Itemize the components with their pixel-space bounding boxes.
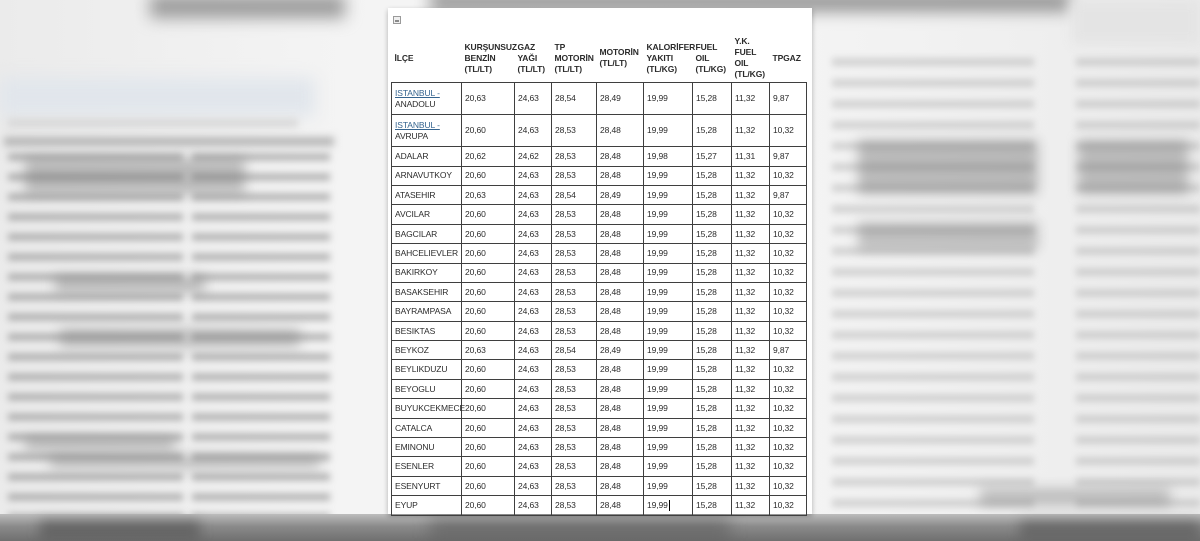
blurred-left-heading-line: [4, 137, 334, 146]
price-cell: 15,28: [693, 321, 732, 340]
price-cell: 24,63: [515, 83, 552, 115]
price-cell: 19,99: [644, 321, 693, 340]
price-cell: 28,53: [552, 418, 597, 437]
price-cell: 28,53: [552, 302, 597, 321]
district-cell: BEYKOZ: [392, 341, 462, 360]
price-cell: 19,99: [644, 360, 693, 379]
price-cell: 19,99: [644, 263, 693, 282]
price-cell: 19,98: [644, 147, 693, 166]
price-cell: 10,32: [770, 457, 807, 476]
table-row: [392, 282, 807, 301]
price-cell: 10,32: [770, 438, 807, 457]
price-cell: 24,63: [515, 166, 552, 185]
price-cell: 28,53: [552, 205, 597, 224]
price-cell: 28,53: [552, 399, 597, 418]
district-cell: ARNAVUTKOY: [392, 166, 462, 185]
price-cell: 28,48: [597, 379, 644, 398]
price-cell: 24,63: [515, 185, 552, 204]
table-row: [392, 457, 807, 476]
price-cell: 15,28: [693, 185, 732, 204]
blurred-right-paragraph-2: [1078, 140, 1188, 194]
price-cell: 11,32: [732, 341, 770, 360]
price-cell: 19,99: [644, 115, 693, 147]
price-cell: 24,63: [515, 399, 552, 418]
price-cell: 10,32: [770, 115, 807, 147]
price-cell: 11,32: [732, 282, 770, 301]
blurred-top-left-strip: [150, 0, 345, 18]
table-row: [392, 399, 807, 418]
price-cell: 15,28: [693, 282, 732, 301]
price-cell: 11,32: [732, 302, 770, 321]
price-cell: 11,32: [732, 166, 770, 185]
price-cell: 20,62: [462, 147, 515, 166]
price-cell: 28,49: [597, 341, 644, 360]
price-cell: 11,32: [732, 205, 770, 224]
text-cursor: [669, 500, 670, 511]
district-cell: [392, 115, 462, 147]
table-row: [392, 379, 807, 398]
price-cell: 15,28: [693, 360, 732, 379]
district-cell: BASAKSEHIR: [392, 282, 462, 301]
price-cell: 15,28: [693, 438, 732, 457]
price-cell: 28,48: [597, 302, 644, 321]
price-cell: 28,54: [552, 341, 597, 360]
price-cell: 9,87: [770, 147, 807, 166]
price-cell: 9,87: [770, 341, 807, 360]
table-row: [392, 83, 807, 115]
price-cell: 20,60: [462, 205, 515, 224]
district-cell: ESENLER: [392, 457, 462, 476]
district-cell: BUYUKCEKMECE: [392, 399, 462, 418]
price-cell: 20,60: [462, 321, 515, 340]
blurred-right-paragraph-4: [980, 488, 1170, 506]
price-cell: 20,60: [462, 282, 515, 301]
price-cell: 28,53: [552, 166, 597, 185]
price-cell: 24,63: [515, 418, 552, 437]
price-cell: 19,99: [644, 185, 693, 204]
price-cell: 24,63: [515, 438, 552, 457]
price-cell: 10,32: [770, 418, 807, 437]
blurred-left-paragraph-1: [25, 158, 245, 194]
price-cell: 28,48: [597, 205, 644, 224]
price-cell: 19,99: [644, 166, 693, 185]
price-cell: 20,60: [462, 399, 515, 418]
price-cell: 28,53: [552, 282, 597, 301]
price-cell: 15,28: [693, 418, 732, 437]
price-cell: 20,63: [462, 83, 515, 115]
price-cell: 20,60: [462, 418, 515, 437]
price-cell: 28,54: [552, 185, 597, 204]
district-cell: BAGCILAR: [392, 224, 462, 243]
price-cell: 11,32: [732, 224, 770, 243]
price-cell: 10,32: [770, 166, 807, 185]
price-cell: 28,53: [552, 360, 597, 379]
price-cell: 28,48: [597, 476, 644, 495]
price-cell: 20,60: [462, 379, 515, 398]
price-cell: 28,48: [597, 282, 644, 301]
price-cell: 28,48: [597, 360, 644, 379]
price-cell: 11,32: [732, 263, 770, 282]
price-cell: 19,99: [644, 457, 693, 476]
price-cell: 28,48: [597, 496, 644, 515]
price-cell: 20,63: [462, 185, 515, 204]
blurred-left-line: [8, 119, 298, 127]
table-row: [392, 263, 807, 282]
blurred-left-paragraph-2: [55, 276, 205, 292]
price-cell: 11,32: [732, 83, 770, 115]
price-cell: 11,32: [732, 321, 770, 340]
price-cell: 24,63: [515, 244, 552, 263]
district-link[interactable]: ISTANBUL -: [395, 88, 440, 99]
price-cell: 28,48: [597, 321, 644, 340]
price-cell: 20,60: [462, 244, 515, 263]
price-cell: 19,99: [644, 341, 693, 360]
price-cell: 11,32: [732, 438, 770, 457]
price-cell: 15,28: [693, 476, 732, 495]
table-row: [392, 360, 807, 379]
price-cell: 19,99: [644, 418, 693, 437]
table-row: [392, 147, 807, 166]
price-cell: 20,60: [462, 476, 515, 495]
price-cell: 28,48: [597, 147, 644, 166]
price-cell: 19,99: [644, 399, 693, 418]
price-cell: 11,32: [732, 379, 770, 398]
price-cell: 19,99: [644, 205, 693, 224]
price-cell: 20,60: [462, 224, 515, 243]
price-cell: 11,32: [732, 399, 770, 418]
price-cell: 19,99: [644, 224, 693, 243]
price-cell: 28,48: [597, 418, 644, 437]
price-cell: 28,48: [597, 438, 644, 457]
price-cell: 11,32: [732, 496, 770, 515]
price-cell: 24,63: [515, 205, 552, 224]
district-cell: BEYLIKDUZU: [392, 360, 462, 379]
price-cell: 24,63: [515, 457, 552, 476]
price-cell: 15,28: [693, 496, 732, 515]
column-header: GAZ YAĞI (TL/LT): [517, 41, 545, 74]
blurred-bottom-bar: [0, 514, 1200, 541]
price-cell: 28,53: [552, 263, 597, 282]
price-cell: 15,28: [693, 83, 732, 115]
price-cell: 10,32: [770, 244, 807, 263]
price-cell: 11,32: [732, 360, 770, 379]
price-cell: 28,48: [597, 166, 644, 185]
table-row: [392, 244, 807, 263]
price-cell: 11,32: [732, 457, 770, 476]
district-cell: CATALCA: [392, 418, 462, 437]
price-cell: 10,32: [770, 496, 807, 515]
price-cell: 19,99: [644, 282, 693, 301]
price-cell: 28,53: [552, 379, 597, 398]
blurred-left-paragraph-3: [60, 328, 300, 348]
price-cell: 15,28: [693, 244, 732, 263]
price-cell: 11,32: [732, 476, 770, 495]
column-header: KALORİFER YAKITI (TL/KG): [646, 41, 696, 74]
district-link[interactable]: ISTANBUL -: [395, 120, 440, 131]
document-panel: [388, 8, 812, 514]
price-cell: 15,28: [693, 166, 732, 185]
price-cell: 11,32: [732, 185, 770, 204]
table-row: [392, 205, 807, 224]
price-cell: 20,60: [462, 263, 515, 282]
district-cell: ADALAR: [392, 147, 462, 166]
price-cell: 28,49: [597, 83, 644, 115]
price-cell: 28,53: [552, 244, 597, 263]
price-cell: 24,63: [515, 496, 552, 515]
price-cell: 24,63: [515, 379, 552, 398]
price-cell: 24,63: [515, 321, 552, 340]
table-move-handle-icon[interactable]: [393, 16, 401, 24]
price-cell: 20,60: [462, 496, 515, 515]
column-header: MOTORİN (TL/LT): [599, 47, 639, 69]
price-cell: 19,99: [644, 83, 693, 115]
district-cell: EMINONU: [392, 438, 462, 457]
price-cell: 28,53: [552, 321, 597, 340]
price-cell: 10,32: [770, 302, 807, 321]
price-cell: 10,32: [770, 360, 807, 379]
price-cell: 11,32: [732, 115, 770, 147]
price-cell: 10,32: [770, 282, 807, 301]
district-cell: AVCILAR: [392, 205, 462, 224]
district-name: AVRUPA: [395, 130, 429, 141]
price-cell: 19,99: [644, 476, 693, 495]
header-row: [392, 35, 807, 83]
table-row: [392, 476, 807, 495]
blurred-right-text-column-a: [832, 58, 1034, 514]
column-header: TP MOTORİN (TL/LT): [554, 41, 594, 74]
table-row: [392, 302, 807, 321]
price-cell: 20,60: [462, 302, 515, 321]
price-cell: 10,32: [770, 399, 807, 418]
blurred-left-text-column-b: [192, 153, 330, 519]
table-row: [392, 438, 807, 457]
table-row: [392, 496, 807, 515]
price-cell: 10,32: [770, 205, 807, 224]
price-cell: 20,60: [462, 438, 515, 457]
price-cell: 28,53: [552, 457, 597, 476]
price-cell: 28,48: [597, 244, 644, 263]
price-cell: 20,60: [462, 457, 515, 476]
blurred-left-text-column-a: [8, 153, 183, 519]
price-cell: 24,63: [515, 115, 552, 147]
price-cell: 19,99: [644, 379, 693, 398]
district-cell: BAYRAMPASA: [392, 302, 462, 321]
price-cell: 15,28: [693, 341, 732, 360]
price-cell: 28,48: [597, 399, 644, 418]
district-cell: BAKIRKOY: [392, 263, 462, 282]
district-cell: EYUP: [392, 496, 462, 515]
price-cell: 28,53: [552, 147, 597, 166]
price-cell: 19,99: [644, 496, 693, 515]
district-cell: BESIKTAS: [392, 321, 462, 340]
price-cell: 24,63: [515, 263, 552, 282]
price-cell: 19,99: [644, 302, 693, 321]
price-cell: 10,32: [770, 476, 807, 495]
price-cell: 28,48: [597, 115, 644, 147]
price-cell: 10,32: [770, 224, 807, 243]
blurred-right-paragraph-3: [858, 222, 1038, 250]
price-cell: 15,28: [693, 263, 732, 282]
column-header: TPGAZ: [772, 52, 801, 63]
table-row: [392, 115, 807, 147]
district-cell: BEYOGLU: [392, 379, 462, 398]
table-row: [392, 166, 807, 185]
fuel-price-table: [391, 35, 807, 516]
price-cell: 15,27: [693, 147, 732, 166]
price-cell: 9,87: [770, 83, 807, 115]
blurred-left-paragraph-5: [50, 455, 320, 469]
table-body: [392, 83, 807, 515]
price-cell: 15,28: [693, 205, 732, 224]
price-cell: 24,63: [515, 282, 552, 301]
column-header: Y.K. FUEL OIL (TL/KG): [734, 36, 765, 80]
blurred-top-right-box: [1072, 0, 1200, 44]
price-cell: 28,53: [552, 476, 597, 495]
price-cell: 24,63: [515, 476, 552, 495]
price-cell: 20,60: [462, 115, 515, 147]
blurred-right-text-column-b: [1076, 58, 1200, 514]
price-cell: 20,60: [462, 166, 515, 185]
price-cell: 15,28: [693, 399, 732, 418]
table-row: [392, 418, 807, 437]
price-cell: 15,28: [693, 379, 732, 398]
price-cell: 20,60: [462, 360, 515, 379]
price-cell: 9,87: [770, 185, 807, 204]
price-cell: 19,99: [644, 244, 693, 263]
column-header: FUEL OIL (TL/KG): [695, 41, 726, 74]
price-cell: 10,32: [770, 263, 807, 282]
table-row: [392, 185, 807, 204]
district-cell: ESENYURT: [392, 476, 462, 495]
price-cell: 15,28: [693, 224, 732, 243]
price-cell: 10,32: [770, 379, 807, 398]
price-cell: 11,31: [732, 147, 770, 166]
price-cell: 28,53: [552, 224, 597, 243]
price-cell: 15,28: [693, 457, 732, 476]
price-cell: 11,32: [732, 244, 770, 263]
price-cell: 28,54: [552, 83, 597, 115]
district-cell: BAHCELIEVLER: [392, 244, 462, 263]
price-cell: 28,48: [597, 263, 644, 282]
price-cell: 28,53: [552, 496, 597, 515]
price-cell: 24,63: [515, 360, 552, 379]
table-row: [392, 224, 807, 243]
price-cell: 28,49: [597, 185, 644, 204]
district-cell: ATASEHIR: [392, 185, 462, 204]
blurred-left-highlight-box: [0, 78, 315, 116]
price-cell: 28,48: [597, 457, 644, 476]
price-cell: 28,53: [552, 438, 597, 457]
price-cell: 28,53: [552, 115, 597, 147]
column-header: KURŞUNSUZ BENZİN (TL/LT): [464, 41, 517, 74]
price-cell: 15,28: [693, 302, 732, 321]
price-cell: 24,63: [515, 302, 552, 321]
table-row: [392, 321, 807, 340]
column-header: İLÇE: [394, 52, 414, 63]
price-cell: 11,32: [732, 418, 770, 437]
price-cell: 28,48: [597, 224, 644, 243]
blurred-right-paragraph-1: [858, 140, 1038, 194]
price-cell: 20,63: [462, 341, 515, 360]
price-cell: 24,62: [515, 147, 552, 166]
district-cell: [392, 83, 462, 115]
price-cell: 24,63: [515, 341, 552, 360]
blurred-left-paragraph-4: [25, 438, 175, 450]
price-cell: 10,32: [770, 321, 807, 340]
table-row: [392, 341, 807, 360]
price-cell: 15,28: [693, 115, 732, 147]
district-name: ANADOLU: [395, 98, 436, 109]
price-cell: 24,63: [515, 224, 552, 243]
price-cell: 19,99: [644, 438, 693, 457]
